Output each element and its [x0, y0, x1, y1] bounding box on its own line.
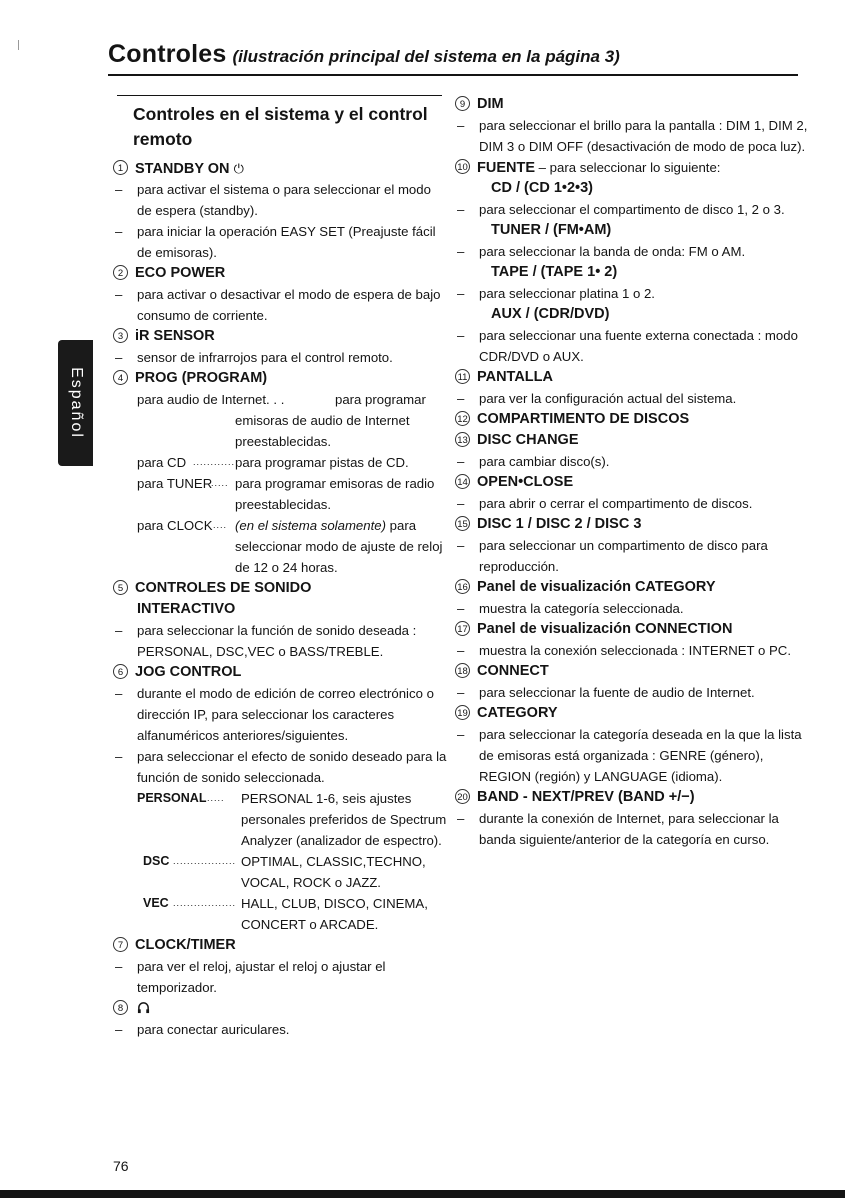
item-headphones-heading: 8 [113, 998, 448, 1019]
item-sound-heading-2: INTERACTIVO [137, 601, 236, 617]
fuente-sub-aux: AUX / (CDR/DVD) [491, 306, 610, 322]
section-rule [117, 95, 442, 96]
item-text: – para activar el sistema o para seleccionar el modo de espera (standby). [113, 179, 448, 221]
title-rule [108, 74, 798, 76]
language-tab-label: Español [67, 367, 85, 439]
page-number: 76 [113, 1158, 129, 1174]
item-clock-timer-heading: 7 CLOCK/TIMER [113, 935, 448, 956]
item-prog-heading: 4 PROG (PROGRAM) [113, 368, 448, 389]
item-text: – para seleccionar el compartimento de disco 1, 2 o 3. [455, 199, 815, 220]
item-connect-heading: 18 CONNECT [455, 661, 815, 682]
item-text: – para seleccionar el brillo para la pantalla : DIM 1, DIM 2, DIM 3 o DIM OFF (desactivación de modo de poca luz). [455, 115, 815, 157]
item-standby-heading: 1 STANDBY ON ⏻ [113, 158, 448, 179]
item-disc-change-heading: 13 DISC CHANGE [455, 430, 815, 451]
left-column [113, 158, 448, 1040]
language-tab [58, 340, 93, 466]
item-text: – para seleccionar el efecto de sonido deseado para la función de sonido seleccionada. [113, 746, 448, 788]
item-open-close-heading: 14 OPEN•CLOSE [455, 472, 815, 493]
item-text: – muestra la categoría seleccionada. [455, 598, 815, 619]
item-connection-panel-heading: 17 Panel de visualización CONNECTION [455, 619, 815, 640]
page-title [108, 40, 798, 69]
item-text: – durante el modo de edición de correo electrónico o dirección IP, para seleccionar los caracteres alfanuméricos anteriores/siguientes. [113, 683, 448, 746]
item-ir-sensor-heading: 3 iR SENSOR [113, 326, 448, 347]
item-fuente-heading: 10 FUENTE – para seleccionar lo siguiente: [455, 157, 815, 178]
item-jog-heading: 6 JOG CONTROL [113, 662, 448, 683]
jog-row-personal: PERSONAL ..... PERSONAL 1-6, seis ajustes personales preferidos de Spectrum Analyzer (analizador de espectro). [137, 791, 447, 848]
fuente-sub-cd: CD / (CD 1•2•3) [491, 180, 594, 196]
section-title: Controles en el sistema y el control remoto [133, 104, 428, 149]
item-text: – para cambiar disco(s). [455, 451, 815, 472]
jog-row-vec: VEC .................. HALL, CLUB, DISCO, CINEMA, CONCERT o ARCADE. [143, 896, 428, 932]
title-subtitle: (ilustración principal del sistema en la página 3) [232, 47, 620, 66]
item-dim-heading: 9 DIM [455, 94, 815, 115]
item-text: – para conectar auriculares. [113, 1019, 448, 1040]
power-icon: ⏻ [233, 161, 244, 176]
item-text: – durante la conexión de Internet, para seleccionar la banda siguiente/anterior de la categoría en curso. [455, 808, 815, 850]
item-band-heading: 20 BAND - NEXT/PREV (BAND +/−) [455, 787, 815, 808]
prog-row-internet: para audio de Internet. . . para programar emisoras de audio de Internet preestablecidas. [137, 392, 426, 449]
fuente-sub-tuner: TUNER / (FM•AM) [491, 222, 612, 238]
item-sound-heading: 5 CONTROLES DE SONIDO [113, 578, 448, 599]
bottom-bar [0, 1190, 845, 1198]
item-category-panel-heading: 16 Panel de visualización CATEGORY [455, 577, 815, 598]
item-text: – para seleccionar la categoría deseada en la que la lista de emisoras está organizada : GENRE (género), REGION (región) y LANGUAGE (idioma). [455, 724, 815, 787]
item-text: – para seleccionar platina 1 o 2. [455, 283, 815, 304]
item-text: – muestra la conexión seleccionada : INTERNET o PC. [455, 640, 815, 661]
item-text: – sensor de infrarrojos para el control remoto. [113, 347, 448, 368]
item-category-heading: 19 CATEGORY [455, 703, 815, 724]
item-number: 1 [113, 160, 128, 175]
prog-row-tuner: para TUNER ..... para programar emisoras de radio preestablecidas. [137, 476, 435, 512]
item-text: – para seleccionar la función de sonido deseada : PERSONAL, DSC,VEC o BASS/TREBLE. [113, 620, 448, 662]
jog-row-dsc: DSC .................. OPTIMAL, CLASSIC,TECHNO, VOCAL, ROCK o JAZZ. [143, 854, 426, 890]
margin-tick [18, 40, 19, 50]
item-text: – para abrir o cerrar el compartimento de discos. [455, 493, 815, 514]
headphones-icon [137, 1001, 150, 1014]
item-text: – para seleccionar un compartimento de disco para reproducción. [455, 535, 815, 577]
item-text: – para ver la configuración actual del sistema. [455, 388, 815, 409]
title-main: Controles [108, 40, 227, 68]
item-pantalla-heading: 11 PANTALLA [455, 367, 815, 388]
item-compartimento-heading: 12 COMPARTIMENTO DE DISCOS [455, 409, 815, 430]
item-text: – para ver el reloj, ajustar el reloj o ajustar el temporizador. [113, 956, 448, 998]
item-text: – para activar o desactivar el modo de espera de bajo consumo de corriente. [113, 284, 448, 326]
item-eco-power-heading: 2 ECO POWER [113, 263, 448, 284]
right-column [455, 94, 815, 850]
item-text: – para seleccionar una fuente externa conectada : modo CDR/DVD o AUX. [455, 325, 815, 367]
item-disc-select-heading: 15 DISC 1 / DISC 2 / DISC 3 [455, 514, 815, 535]
fuente-sub-tape: TAPE / (TAPE 1• 2) [491, 264, 618, 280]
prog-row-clock: para CLOCK .... (en el sistema solamente) para seleccionar modo de ajuste de reloj de 12 o 24 horas. [137, 518, 443, 575]
prog-row-cd: para CD ............ para programar pistas de CD. [137, 455, 409, 470]
item-text: – para seleccionar la banda de onda: FM o AM. [455, 241, 815, 262]
item-text: – para iniciar la operación EASY SET (Preajuste fácil de emisoras). [113, 221, 448, 263]
item-text: – para seleccionar la fuente de audio de Internet. [455, 682, 815, 703]
